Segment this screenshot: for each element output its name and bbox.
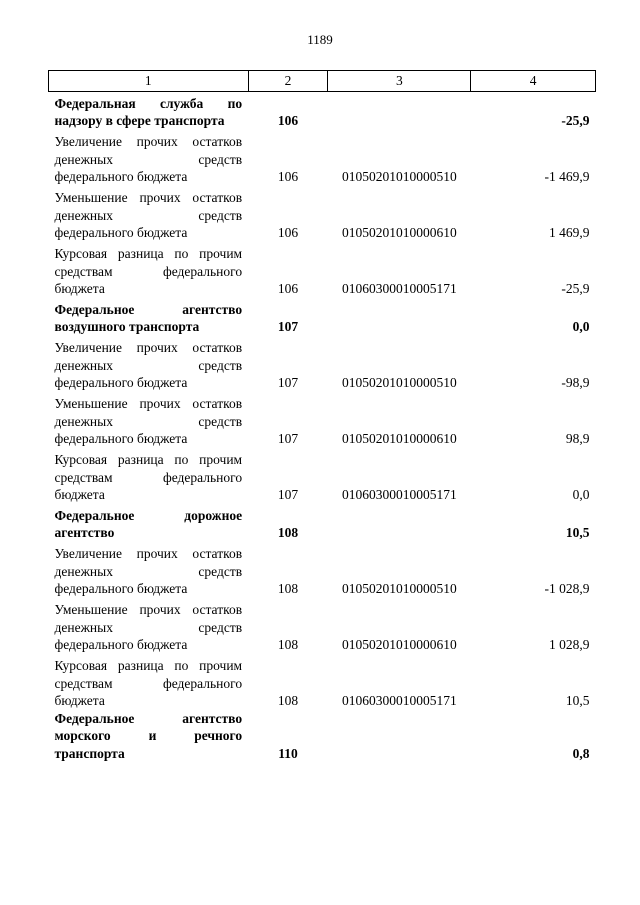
row-name-cell	[49, 542, 249, 598]
row-amount-cell: -25,9	[561, 113, 590, 128]
table-row-group	[49, 92, 596, 130]
table-row-group	[49, 298, 596, 336]
row-name-text: Курсовая разница по прочим средствам федерального бюджета	[54, 658, 243, 708]
row-amount-cell: 0,8	[572, 745, 590, 761]
row-name-text: Федеральное агентство воздушного транспорта	[54, 301, 243, 334]
row-kbk-cell: 01060300010005171	[341, 487, 457, 502]
row-name-text: Федеральное дорожное агентство	[54, 507, 243, 540]
table-header	[49, 71, 596, 92]
row-name-text: Увеличение прочих остатков денежных средств федерального бюджета	[54, 134, 243, 184]
row-kbk-cell	[328, 298, 471, 336]
row-name-text: Курсовая разница по прочим средствам федерального бюджета	[54, 452, 243, 502]
row-code-cell: 107	[277, 319, 299, 334]
row-code-cell: 106	[277, 225, 299, 240]
row-name-cell	[49, 504, 249, 542]
row-name-text: Курсовая разница по прочим средствам федерального бюджета	[54, 246, 243, 296]
row-kbk-cell	[328, 92, 471, 130]
row-amount-cell: -98,9	[561, 375, 590, 390]
row-code-cell: 108	[277, 525, 299, 540]
row-kbk-cell: 01060300010005171	[341, 693, 457, 708]
table-row	[49, 242, 596, 298]
row-name-cell	[49, 598, 249, 654]
row-name-cell	[49, 298, 249, 336]
row-name-cell	[49, 392, 249, 448]
table-row	[49, 392, 596, 448]
row-amount-cell: 10,5	[565, 693, 590, 708]
row-amount-cell: -1 028,9	[544, 581, 590, 596]
table-row	[49, 598, 596, 654]
row-name-text: Уменьшение прочих остатков денежных средств федерального бюджета	[54, 602, 243, 652]
row-name-text: Федеральное агентство морского и речного транспорта	[54, 710, 243, 761]
row-code-cell: 107	[277, 431, 299, 446]
row-name-cell	[49, 654, 249, 710]
row-code-cell: 106	[277, 281, 299, 296]
row-amount-cell: 98,9	[565, 431, 590, 446]
table-row	[49, 448, 596, 504]
table-body	[49, 92, 596, 763]
header-col-4: 4	[471, 71, 596, 92]
table-row	[49, 336, 596, 392]
row-name-cell	[49, 130, 249, 186]
row-kbk-cell: 01050201010000610	[341, 431, 457, 446]
row-name-cell	[49, 242, 249, 298]
row-code-cell: 106	[277, 169, 299, 184]
row-name-cell	[49, 92, 249, 130]
row-amount-cell: 10,5	[565, 525, 590, 540]
row-name-text: Федеральная служба по надзору в сфере транспорта	[54, 95, 243, 128]
row-amount-cell: -1 469,9	[544, 169, 590, 184]
row-kbk-cell: 01050201010000610	[341, 637, 457, 652]
row-kbk-cell: 01050201010000510	[341, 375, 457, 390]
row-name-text: Увеличение прочих остатков денежных средств федерального бюджета	[54, 340, 243, 390]
row-amount-cell: 0,0	[572, 487, 590, 502]
row-amount-cell: 1 028,9	[549, 637, 590, 652]
header-col-2: 2	[248, 71, 328, 92]
row-name-cell	[49, 186, 249, 242]
table-row	[49, 542, 596, 598]
row-kbk-cell: 01060300010005171	[341, 281, 457, 296]
table-row-group	[49, 504, 596, 542]
row-kbk-cell	[328, 504, 471, 542]
row-code-cell: 108	[277, 581, 299, 596]
table-row-group	[49, 710, 596, 763]
row-name-cell	[49, 336, 249, 392]
row-code-cell: 107	[277, 487, 299, 502]
row-kbk-cell: 01050201010000610	[341, 225, 457, 240]
row-kbk-cell: 01050201010000510	[341, 581, 457, 596]
table-row	[49, 654, 596, 710]
row-code-cell: 108	[277, 637, 299, 652]
row-amount-cell: 0,0	[572, 319, 590, 334]
row-name-text: Увеличение прочих остатков денежных средств федерального бюджета	[54, 546, 243, 596]
row-name-text: Уменьшение прочих остатков денежных средств федерального бюджета	[54, 396, 243, 446]
row-amount-cell: 1 469,9	[549, 225, 590, 240]
row-code-cell: 106	[277, 113, 299, 128]
budget-table	[48, 70, 596, 762]
row-name-cell	[49, 710, 249, 763]
table-row	[49, 130, 596, 186]
header-col-3: 3	[328, 71, 471, 92]
page-number: 1189	[307, 32, 333, 47]
row-amount-cell: -25,9	[561, 281, 590, 296]
row-kbk-cell	[328, 710, 471, 763]
row-name-cell	[49, 448, 249, 504]
row-code-cell: 107	[277, 375, 299, 390]
row-code-cell: 108	[277, 693, 299, 708]
row-name-text: Уменьшение прочих остатков денежных средств федерального бюджета	[54, 190, 243, 240]
row-kbk-cell: 01050201010000510	[341, 169, 457, 184]
table-row	[49, 186, 596, 242]
row-code-cell: 110	[278, 745, 298, 761]
header-col-1: 1	[49, 71, 249, 92]
